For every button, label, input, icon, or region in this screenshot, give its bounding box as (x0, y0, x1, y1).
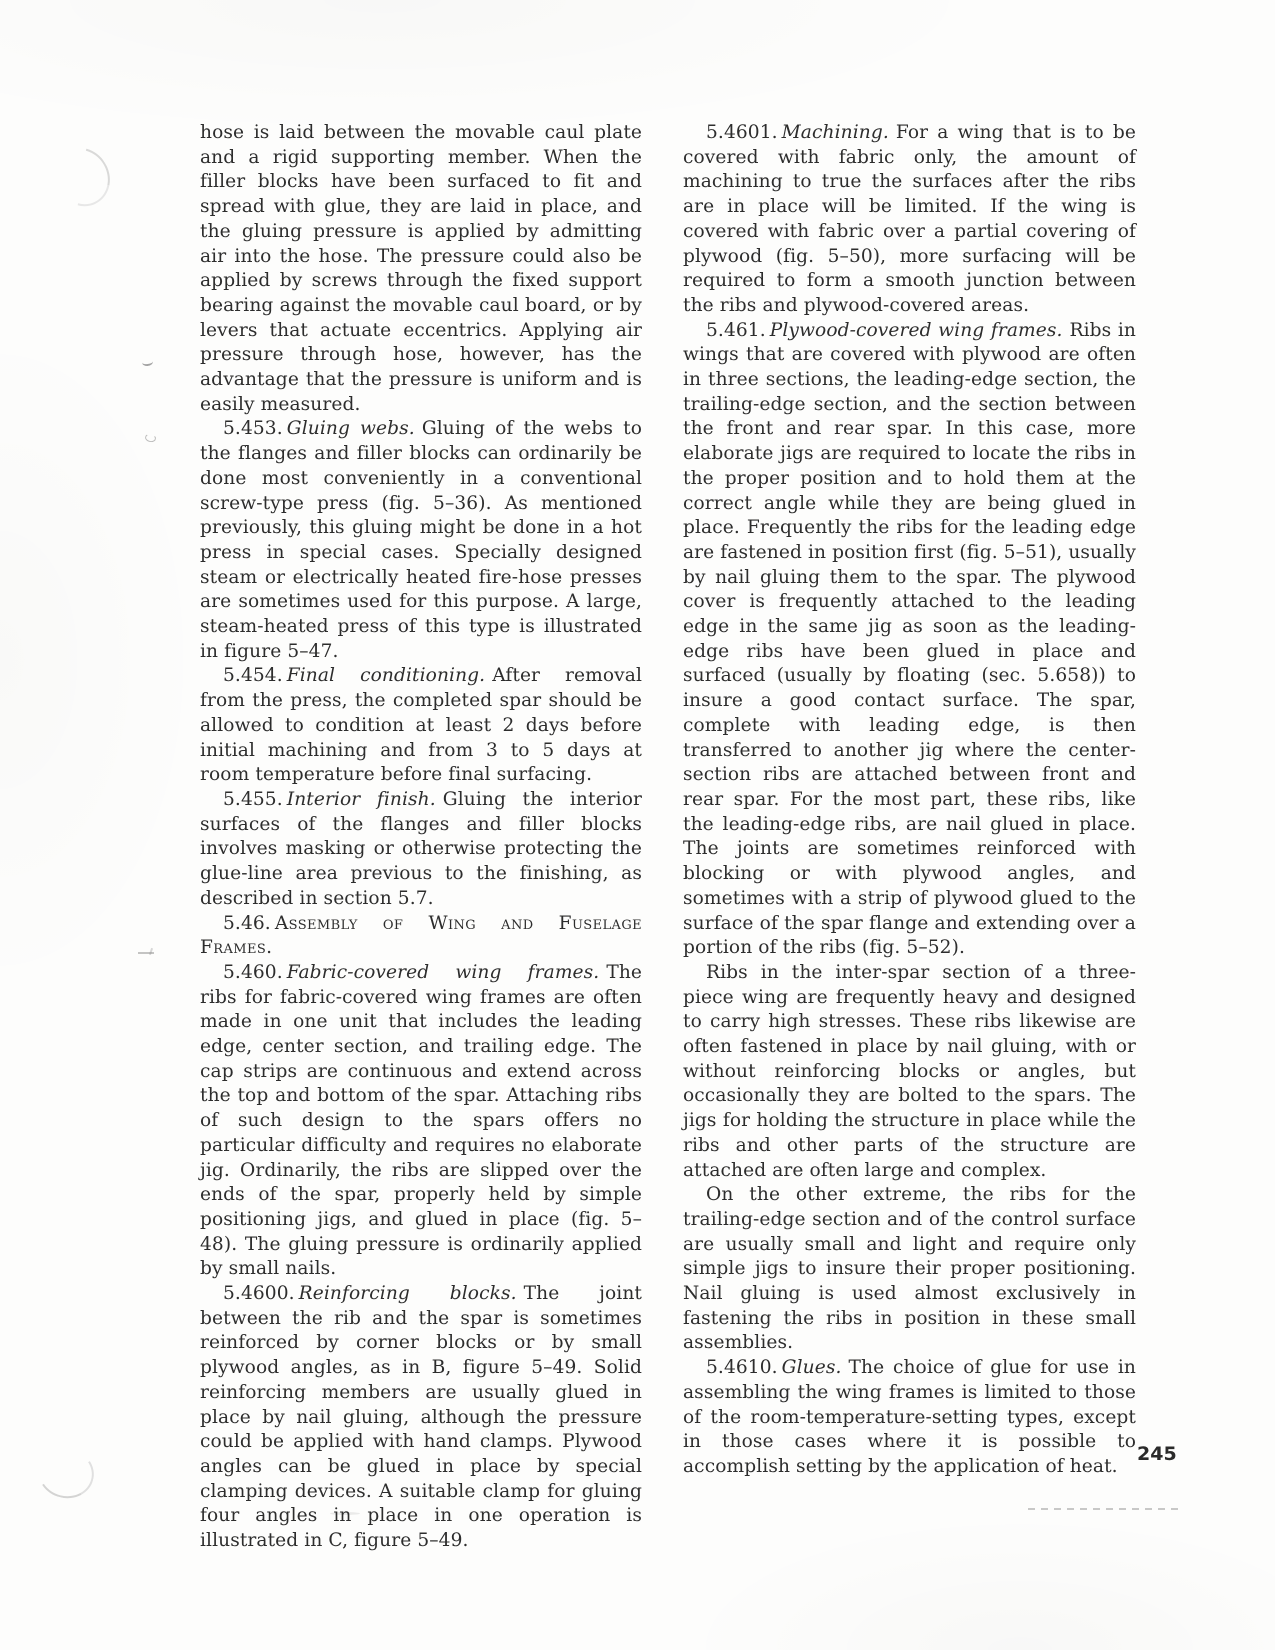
section-heading-text: Assembly of Wing and Fuselage Frames. (200, 912, 642, 959)
section-5-4610 (683, 1356, 1136, 1480)
section-5-455 (200, 788, 642, 912)
section-number: 5.454. (223, 665, 283, 687)
paragraph-body: On the other extreme, the ribs for the trailing-edge section and of the control surface are usually small and light and require only simple jigs to insure their proper positioning. Nail gluing is used almost exclusively in fastening the ribs in position in these small assemblies. (683, 1184, 1136, 1354)
section-title: Reinforcing blocks. (298, 1283, 517, 1305)
section-title: Interior finish. (286, 788, 436, 810)
scan-artifact-margin-tick (149, 948, 153, 955)
section-number: 5.461. (706, 319, 766, 341)
section-title: Machining. (781, 122, 889, 143)
paragraph-body: The ribs for fabric-covered wing frames are often made in one unit that includes the leading edge, center section, and trailing edge. The cap strips are continuous and extend across the top and bottom of the spar. Attaching ribs of such design to the spars offers no particular difficulty and requires no elaborate jig. Ordinarily, the ribs are slipped over the ends of the spar, properly held by simple positioning jigs, and glued in place (fig. 5–48). The gluing pressure is ordinarily applied by small nails. (200, 961, 642, 1280)
scan-artifact-bottom-dashes (1028, 1508, 1178, 1510)
section-number: 5.46. (223, 912, 271, 934)
paragraph-continued (200, 121, 642, 417)
section-5-454 (200, 664, 642, 788)
paragraph-body: hose is laid between the movable caul plate and a rigid supporting member. When the filler blocks have been surfaced to fit and spread with glue, they are laid in place, and the gluing pressure is applied by admitting air into the hose. The pressure could also be applied by screws through the fixed support bearing against the movable caul board, or by levers that actuate eccentrics. Applying air pressure through hose, however, has the advantage that the pressure is uniform and is easily measured. (200, 122, 642, 415)
scan-artifact-margin-speck (144, 433, 156, 443)
paragraph-inter-spar-ribs (683, 961, 1136, 1183)
section-5-460 (200, 961, 642, 1282)
section-number: 5.453. (223, 418, 283, 440)
section-title: Glues. (781, 1357, 842, 1379)
paragraph-body: After removal from the press, the completed spar should be allowed to condition at least 2 days before initial machining and from 3 to 5 days at room temperature before final surfacing. (200, 665, 643, 786)
paragraph-body: Ribs in wings that are covered with plywood are often in three sections, the leading-edge section, the trailing-edge section, and the section between the front and rear spar. In this case, more elaborate jigs are required to locate the ribs in the proper position and to hold them at the correct angle while they are being glued in place. Frequently the ribs for the leading edge are fastened in position first (fig. 5–51), usually by nail gluing them to the spar. The plywood cover is frequently attached to the leading edge in the same jig as soon as the leading-edge ribs have been glued in place and surfaced (usually by floating (sec. 5.658)) to insure a good contact surface. The spar, complete with leading edge, is then transferred to another jig where the center-section ribs are attached between front and rear spar. For the most part, these ribs, like the leading-edge ribs, are nail glued in place. The joints are sometimes reinforced with blocking or with plywood angles, and sometimes with a strip of plywood glued to the surface of the spar flange and extending over a portion of the ribs (fig. 5–52). (683, 319, 1136, 959)
scan-artifact-margin-dash (138, 952, 154, 954)
section-5-461 (683, 319, 1136, 961)
section-title: Gluing webs. (286, 418, 415, 440)
paragraph-body: Gluing of the webs to the flanges and filler blocks can ordinarily be done most conveniently in a conventional screw-type press (fig. 5–36). As mentioned previously, this gluing might be done in a hot press in special cases. Specially designed steam or electrically heated fire-hose presses are sometimes used for this purpose. A large, steam-heated press of this type is illustrated in figure 5–47. (200, 418, 642, 662)
section-title: Fabric-covered wing frames. (286, 961, 600, 983)
paragraph-trailing-edge-ribs (683, 1183, 1136, 1356)
section-5-4601 (683, 121, 1136, 319)
section-title: Plywood-covered wing frames. (769, 319, 1063, 341)
paragraph-body: For a wing that is to be covered with fabric only, the amount of machining to true the surfaces after the ribs are in place will be limited. If the wing is covered with fabric over a partial covering of plywood (fig. 5–50), more surfacing will be required to form a smooth junction between the ribs and plywood-covered areas. (683, 122, 1136, 316)
paragraph-body: Gluing the interior surfaces of the flanges and filler blocks involves masking or otherwise protecting the glue-line area previous to the finishing, as described in section 5.7. (200, 788, 643, 909)
section-number: 5.460. (223, 961, 283, 983)
page-number: 245 (1137, 1443, 1177, 1465)
section-number: 5.455. (223, 788, 283, 810)
section-number: 5.4610. (706, 1357, 778, 1379)
paragraph-body: The choice of glue for use in assembling the wing frames is limited to those of the room-temperature-setting types, except in those cases where it is possible to accomplish setting by the application of heat. (683, 1357, 1136, 1477)
section-5-453 (200, 417, 642, 664)
right-column (683, 121, 1136, 1480)
section-5-4600 (200, 1282, 642, 1554)
scan-artifact-bottom-left-curve (33, 1442, 99, 1504)
section-number: 5.4601. (706, 122, 778, 143)
left-column (200, 121, 642, 1554)
section-heading-5-46 (200, 912, 642, 961)
paragraph-body: The joint between the rib and the spar is sometimes reinforced by corner blocks or by small plywood angles, as in B, figure 5–49. Solid reinforcing members are usually glued in place by nail gluing, although the pressure could be applied with hand clamps. Plywood angles can be glued in place by special clamping devices. A suitable clamp for gluing four angles in place in one operation is illustrated in C, figure 5–49. (200, 1283, 642, 1552)
scan-artifact-top-left-curve (43, 137, 121, 216)
scan-artifact-margin-speck (142, 357, 154, 366)
section-number: 5.4600. (223, 1283, 295, 1305)
section-title: Final conditioning. (286, 665, 486, 687)
paragraph-body: Ribs in the inter-spar section of a three-piece wing are frequently heavy and designed to carry high stresses. These ribs likewise are often fastened in place by nail gluing, with or without reinforcing blocks or angles, but occasionally they are bolted to the spars. The jigs for holding the structure in place while the ribs and other parts of the structure are attached are often large and complex. (683, 961, 1136, 1181)
